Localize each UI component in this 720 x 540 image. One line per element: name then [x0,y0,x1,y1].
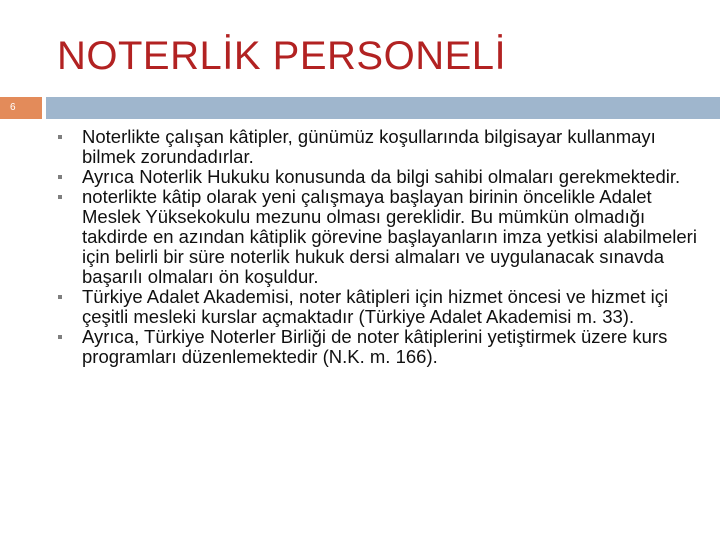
bullet-marker [58,195,62,199]
bullet-item [58,127,708,167]
bullet-text: Türkiye Adalet Akademisi, noter kâtipleri için hizmet öncesi ve hizmet içi çeşitli mesleki kurslar açmaktadır (Türkiye Adalet Akademisi m. 33). [82,286,669,327]
slide-number: 6 [10,102,16,113]
bullet-list [58,127,708,367]
bullet-marker [58,295,62,299]
bullet-marker [58,175,62,179]
slide-title: NOTERLİK PERSONELİ [57,34,507,78]
bullet-text: Ayrıca Noterlik Hukuku konusunda da bilgi sahibi olmaları gerekmektedir. [82,166,681,187]
bullet-item [58,327,708,367]
bullet-text: Ayrıca, Türkiye Noterler Birliği de noter kâtiplerini yetiştirmek üzere kurs programları düzenlemektedir (N.K. m. 166). [82,326,668,367]
bullet-item [58,187,708,287]
bullet-item [58,287,708,327]
bullet-text: Noterlikte çalışan kâtipler, günümüz koşullarında bilgisayar kullanmayı bilmek zorundadırlar. [82,126,656,167]
bullet-item [58,167,708,187]
bullet-text: noterlikte kâtip olarak yeni çalışmaya başlayan birinin öncelikle Adalet Meslek Yüksekokulu mezunu olması gereklidir. Bu mümkün olmadığı takdirde en azından kâtiplik görevine başlayanların imza yetkisi alabilmeleri için belirli bir süre noterlik hukuk dersi almaları ve uygulanacak sınavda başarılı olmaları ön koşuldur. [82,186,697,287]
bullet-marker [58,135,62,139]
header-rule-bar [46,97,720,119]
bullet-marker [58,335,62,339]
